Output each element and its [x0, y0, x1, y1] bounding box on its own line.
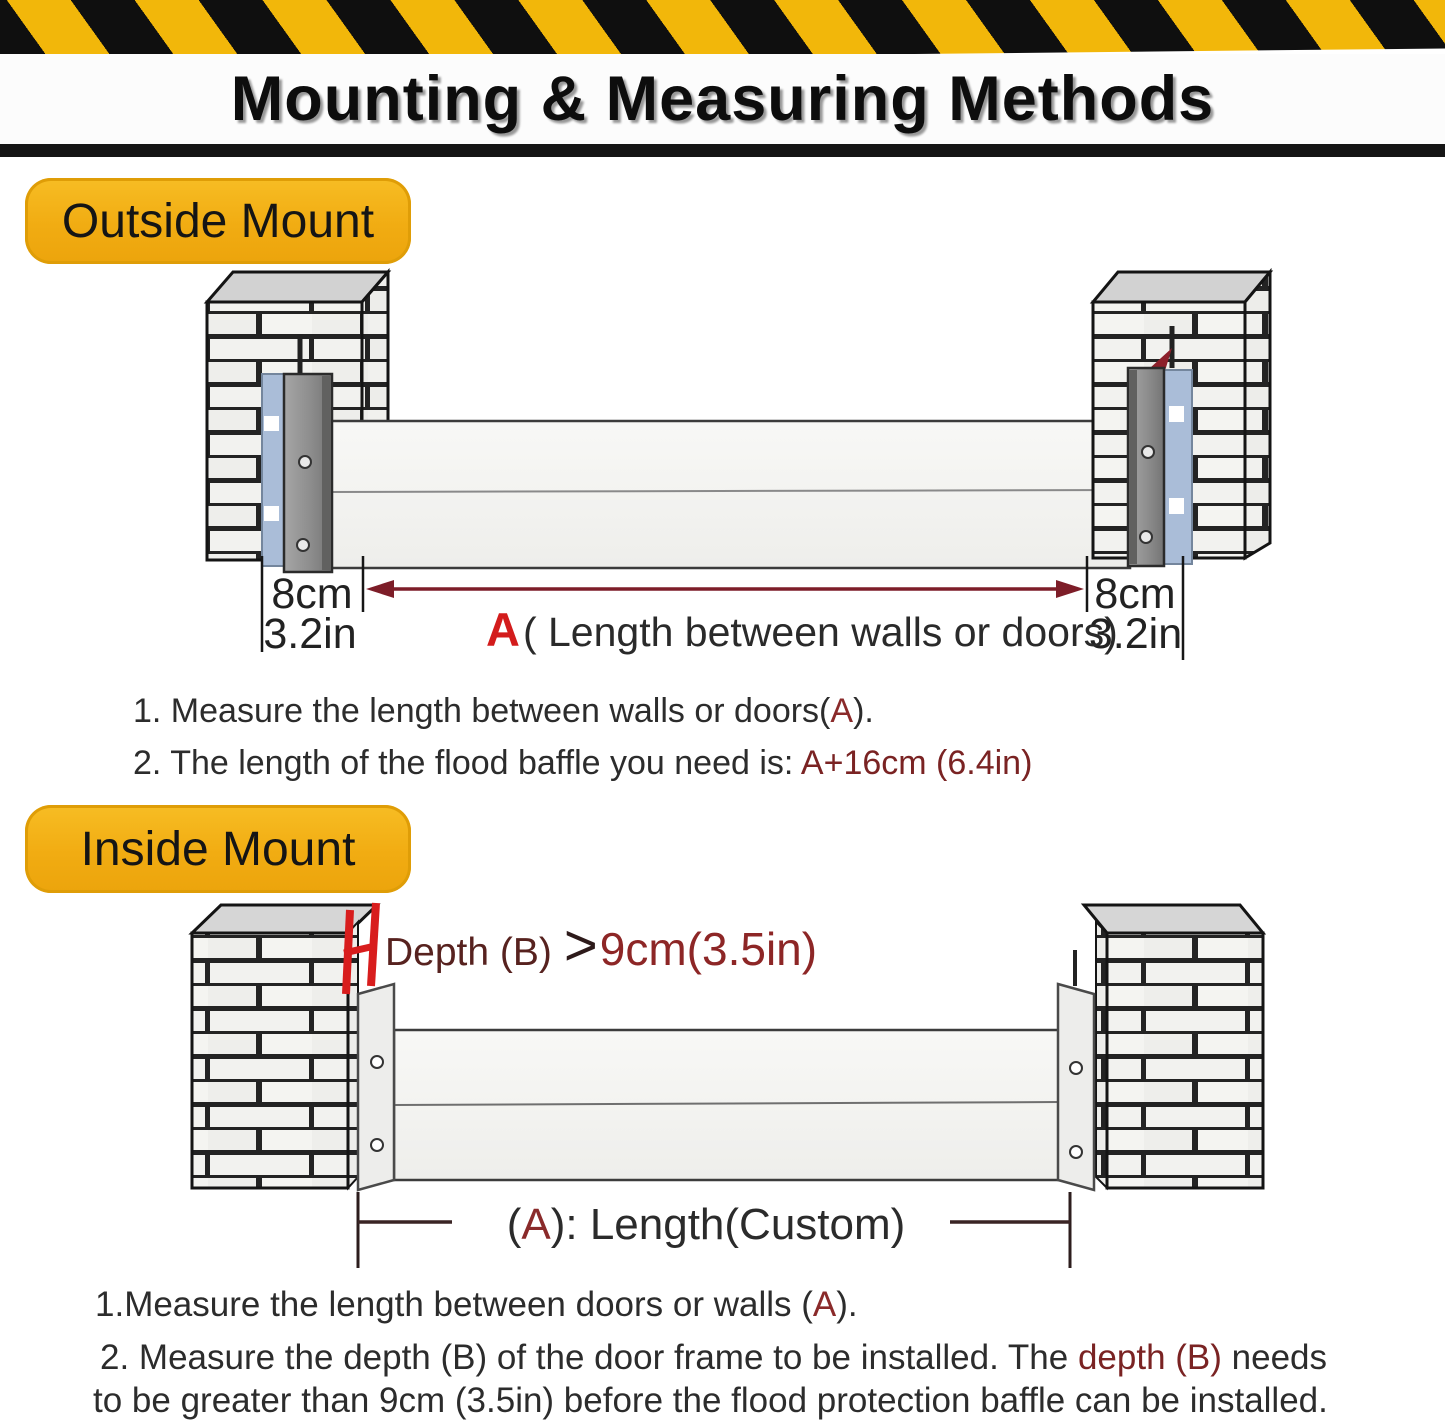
outside-mount-label-text: Outside Mount — [61, 194, 375, 248]
brick-pillar-right-bottom — [1084, 905, 1263, 1188]
left-offset-cm: 8cm — [271, 570, 353, 618]
outside-step1-end: ). — [853, 692, 874, 730]
inside-step-1 — [95, 1285, 858, 1325]
span-caption-text: ( Length between walls or doors) — [522, 609, 1118, 655]
outside-step1-text: 1. Measure the length between walls or doors( — [133, 692, 831, 730]
inside-step1-text: 1.Measure the length between doors or walls ( — [95, 1285, 813, 1324]
flood-baffle-panel-bottom — [394, 1030, 1060, 1180]
dim-open-paren: ( — [506, 1200, 522, 1249]
inside-step2-text-b: needs — [1221, 1338, 1328, 1377]
outside-step-1 — [133, 692, 874, 731]
span-letter-a: A — [486, 603, 520, 656]
depth-value: 9cm(3.5in) — [599, 923, 818, 975]
inside-mount-label-text: Inside Mount — [80, 822, 356, 876]
seal-strip-left — [262, 374, 284, 566]
dim-letter-a: A — [521, 1200, 551, 1249]
inside-step2-highlight: depth (B) — [1077, 1338, 1222, 1377]
greater-than-symbol: > — [563, 913, 598, 978]
page-title: Mounting & Measuring Methods — [230, 64, 1215, 134]
flood-baffle-panel-top — [330, 421, 1130, 568]
inside-channel-right — [1058, 950, 1094, 1190]
outside-step1-letter: A — [830, 692, 854, 730]
inside-step-2-line-2: to be greater than 9cm (3.5in) before the flood protection baffle can be installed. — [93, 1381, 1328, 1420]
outside-step2-formula: A+16cm (6.4in) — [800, 744, 1033, 782]
outside-step-2 — [133, 744, 1032, 783]
inside-channel-left — [358, 984, 394, 1190]
dim-caption-text: ): Length(Custom) — [550, 1200, 906, 1249]
inside-step2-text-a: 2. Measure the depth (B) of the door frame to be installed. The — [100, 1338, 1078, 1377]
length-custom-caption — [458, 1200, 954, 1250]
right-offset-in: 3.2in — [1088, 610, 1183, 658]
inside-step-2-line-1 — [100, 1338, 1327, 1378]
outside-step2-text: 2. The length of the flood baffle you need is: — [133, 744, 801, 782]
mounting-channel-left — [284, 374, 332, 572]
right-offset-cm: 8cm — [1094, 570, 1176, 618]
depth-label: Depth (B) — [385, 931, 552, 974]
depth-annotation — [385, 912, 817, 979]
seal-strip-right — [1164, 370, 1192, 564]
mounting-channel-right — [1128, 368, 1164, 566]
inside-step1-end: ). — [836, 1285, 858, 1324]
left-offset-in: 3.2in — [263, 610, 357, 658]
span-caption — [486, 602, 1118, 657]
inside-step1-letter: A — [812, 1285, 837, 1324]
